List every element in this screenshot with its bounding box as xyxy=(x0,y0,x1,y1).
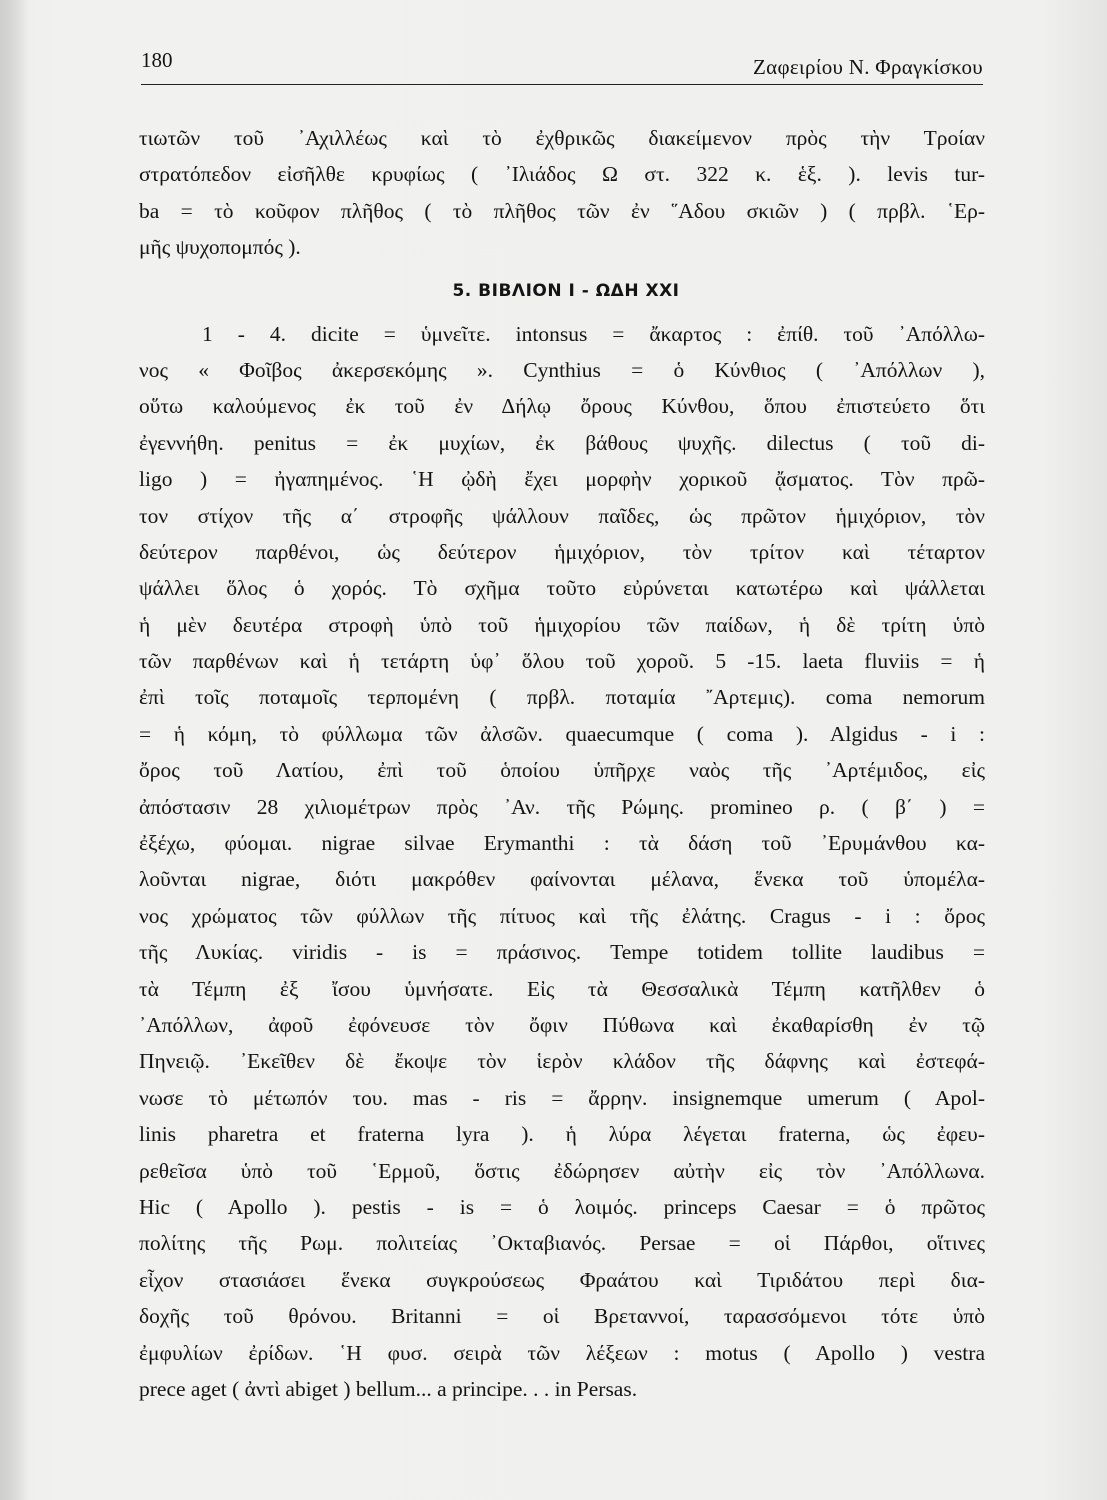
text-line: μῆς ψυχοπομπός ). xyxy=(139,235,301,260)
text-line: Hic ( Apollo ). pestis - is = ὁ λοιμός. princeps Caesar = ὁ πρῶτος xyxy=(139,1194,985,1219)
text-line: ἐξέχω, φύομαι. nigrae silvae Erymanthi : τὰ δάση τοῦ ᾿Ερυμάνθου κα- xyxy=(139,831,985,856)
text-line: τον στίχον τῆς α΄ στροφῆς ψάλλουν παῖδες, ὡς πρῶτον ἡμιχόριον, τὸν xyxy=(139,503,985,528)
text-line: linis pharetra et fraterna lyra ). ἡ λύρα λέγεται fraterna, ὡς ἐφευ- xyxy=(139,1122,985,1147)
text-line: νος « Φοῖβος ἀκερσεκόμης ». Cynthius = ὁ Κύνθιος ( ᾿Απόλλων ), xyxy=(139,357,985,382)
text-line: prece aget ( ἀντὶ abiget ) bellum... a principe. . . in Persas. xyxy=(139,1376,638,1401)
body-text xyxy=(139,120,985,1407)
text-line: λοῦνται nigrae, διότι μακρόθεν φαίνονται μέλανα, ἕνεκα τοῦ ὑπομέλα- xyxy=(139,867,985,892)
text-line: ἐγεννήθη. penitus = ἐκ μυχίων, ἐκ βάθους ψυχῆς. dilectus ( τοῦ di- xyxy=(139,430,985,455)
page-header xyxy=(141,44,983,88)
text-line: τὰ Τέμπη ἐξ ἴσου ὑμνήσατε. Εἰς τὰ Θεσσαλικὰ Τέμπη κατῆλθεν ὁ xyxy=(139,976,985,1001)
text-line: τιωτῶν τοῦ ᾿Αχιλλέως καὶ τὸ ἐχθρικῶς διακείμενον πρὸς τὴν Τροίαν xyxy=(139,126,985,150)
text-line: = ἡ κόμη, τὸ φύλλωμα τῶν ἀλσῶν. quaecumque ( coma ). Algidus - i : xyxy=(139,721,985,746)
text-line: οὕτω καλούμενος ἐκ τοῦ ἐν Δήλῳ ὄρους Κύνθου, ὅπου ἐπιστεύετο ὅτι xyxy=(139,394,985,419)
text-line: πολίτης τῆς Ρωμ. πολιτείας ᾿Οκταβιανός. Persae = οἱ Πάρθοι, οἵτινες xyxy=(139,1231,985,1256)
text-line: ligo ) = ἠγαπημένος. ῾Η ᾠδὴ ἔχει μορφὴν χορικοῦ ᾄσματος. Τὸν πρῶ- xyxy=(139,467,985,492)
text-line: ὄρος τοῦ Λατίου, ἐπὶ τοῦ ὁποίου ὑπῆρχε ναὸς τῆς ᾿Αρτέμιδος, εἰς xyxy=(139,758,985,783)
running-head: Ζαφειρίου Ν. Φραγκίσκου xyxy=(753,55,983,79)
text-line: στρατόπεδον εἰσῆλθε κρυφίως ( ᾿Ιλιάδος Ω στ. 322 κ. ἑξ. ). levis tur- xyxy=(139,162,985,187)
text-line: τῆς Λυκίας. viridis - is = πράσινος. Tempe totidem tollite laudibus = xyxy=(139,940,985,965)
text-line: ᾿Απόλλων, ἀφοῦ ἐφόνευσε τὸν ὄφιν Πύθωνα καὶ ἐκαθαρίσθη ἐν τῷ xyxy=(139,1012,985,1037)
text-line: ἐπὶ τοῖς ποταμοῖς τερπομένη ( πρβλ. ποταμία ῎Αρτεμις). coma nemorum xyxy=(139,685,985,710)
text-line: ἐμφυλίων ἐρίδων. ῾Η φυσ. σειρὰ τῶν λέξεων : motus ( Apollo ) vestra xyxy=(139,1340,985,1365)
text-line: Πηνειῷ. ᾿Εκεῖθεν δὲ ἔκοψε τὸν ἱερὸν κλάδον τῆς δάφνης καὶ ἐστεφά- xyxy=(139,1049,985,1074)
binding-shadow xyxy=(0,0,28,1500)
text-line: νωσε τὸ μέτωπόν του. mas - ris = ἄρρην. insignemque umerum ( Apol- xyxy=(139,1085,985,1110)
text-line: εἶχον στασιάσει ἕνεκα συγκρούσεως Φραάτου καὶ Τιριδάτου περὶ δια- xyxy=(139,1267,985,1292)
text-line: 1 - 4. dicite = ὑμνεῖτε. intonsus = ἄκαρτος : ἐπίθ. τοῦ ᾿Απόλλω- xyxy=(202,321,985,346)
text-line: νος χρώματος τῶν φύλλων τῆς πίτυος καὶ τῆς ἐλάτης. Cragus - i : ὄρος xyxy=(139,903,985,928)
text-line: ba = τὸ κοῦφον πλῆθος ( τὸ πλῆθος τῶν ἐν ῞Αδου σκιῶν ) ( πρβλ. ῾Ερ- xyxy=(139,198,985,223)
text-line: τῶν παρθένων καὶ ἡ τετάρτη ὑφ᾿ ὅλου τοῦ χοροῦ. 5 -15. laeta fluviis = ἡ xyxy=(139,649,985,674)
text-line: δεύτερον παρθένοι, ὡς δεύτερον ἡμιχόριον, τὸν τρίτον καὶ τέταρτον xyxy=(139,539,985,564)
text-line: ἀπόστασιν 28 χιλιομέτρων πρὸς ᾿Αν. τῆς Ρώμης. promineo ρ. ( β΄ ) = xyxy=(139,794,985,819)
page-number: 180 xyxy=(141,48,173,72)
text-line: ρεθεῖσα ὑπὸ τοῦ ῾Ερμοῦ, ὅστις ἐδώρησεν αὐτὴν εἰς τὸν ᾿Απόλλωνα. xyxy=(139,1158,985,1183)
text-line: ἡ μὲν δευτέρα στροφὴ ὑπὸ τοῦ ἡμιχορίου τῶν παίδων, ἡ δὲ τρίτη ὑπὸ xyxy=(139,612,985,637)
header-rule xyxy=(141,84,983,85)
text-line: ψάλλει ὅλος ὁ χορός. Τὸ σχῆμα τοῦτο εὐρύνεται κατωτέρω καὶ ψάλλεται xyxy=(139,576,985,601)
section-heading: 5. ΒΙΒΛΙΟΝ Ι - ΩΔΗ XXI xyxy=(452,280,680,301)
text-line: δοχῆς τοῦ θρόνου. Britanni = οἱ Βρεταννοί, ταρασσόμενοι τότε ὑπὸ xyxy=(139,1304,985,1329)
